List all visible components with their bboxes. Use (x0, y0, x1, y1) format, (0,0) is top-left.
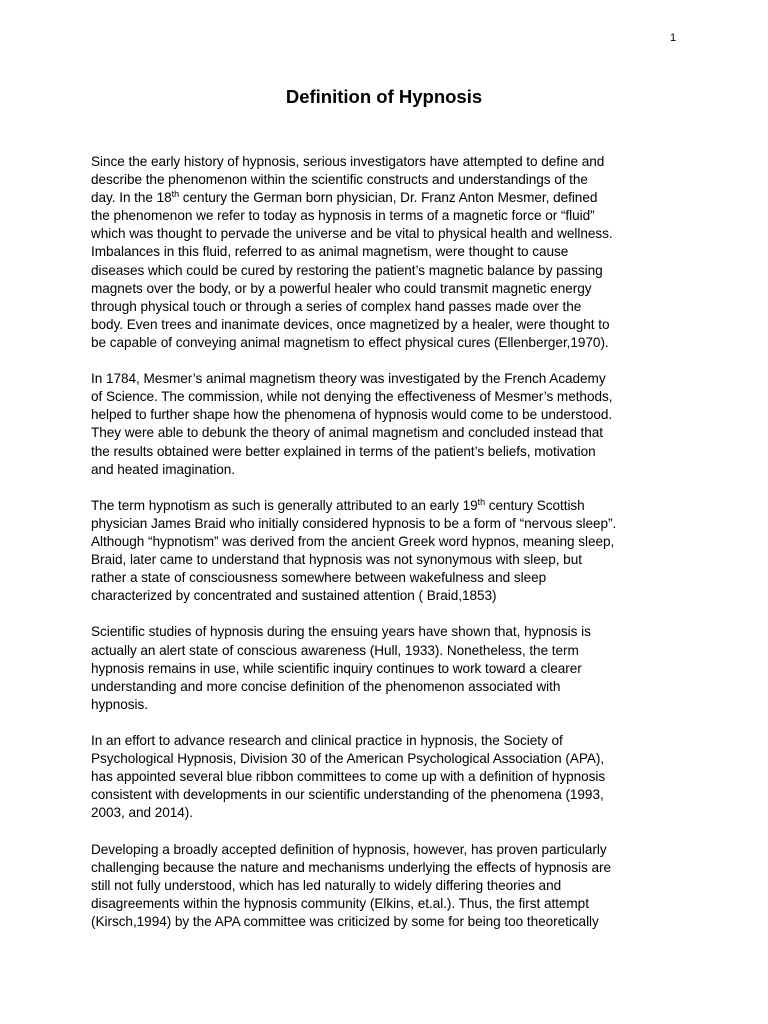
paragraph (91, 153, 676, 352)
text-line: Although “hypnotism” was derived from the ancient Greek word hypnos, meaning sleep, (91, 533, 615, 549)
paragraph (91, 623, 676, 713)
text-line: characterized by concentrated and sustained attention ( Braid,1853) (91, 588, 497, 604)
ordinal-superscript: th (171, 189, 180, 200)
paragraph (91, 370, 676, 479)
text-line (91, 497, 676, 515)
text-line: of Science. The commission, while not denying the effectiveness of Mesmer’s methods, (91, 389, 613, 405)
ordinal-superscript: th (477, 496, 486, 507)
text-line: still not fully understood, which has led naturally to widely differing theories and (91, 877, 562, 893)
text-line: consistent with developments in our scientific understanding of the phenomena (1993, (91, 787, 604, 803)
text-line: body. Even trees and inanimate devices, once magnetized by a healer, were thought to (91, 316, 610, 332)
paragraph (91, 732, 676, 822)
text-line: be capable of conveying animal magnetism to effect physical cures (Ellenberger,1970). (91, 334, 609, 350)
document-title: Definition of Hypnosis (285, 86, 483, 107)
text-line: diseases which could be cured by restoring the patient’s magnetic balance by passing (91, 262, 603, 278)
text-line: through physical touch or through a series of complex hand passes made over the (91, 298, 582, 314)
text-line: Imbalances in this fluid, referred to as animal magnetism, were thought to cause (91, 244, 569, 260)
text-line: challenging because the nature and mechanisms underlying the effects of hypnosis are (91, 859, 611, 875)
text-line: describe the phenomenon within the scientific constructs and understandings of the (91, 172, 588, 188)
text-line (91, 189, 676, 207)
text-line: hypnosis. (91, 696, 148, 712)
text-line: disagreements within the hypnosis community (Elkins, et.al.). Thus, the first attempt (91, 895, 589, 911)
text-line: In 1784, Mesmer’s animal magnetism theory was investigated by the French Academy (91, 371, 606, 387)
text-line: helped to further shape how the phenomena of hypnosis would come to be understood. (91, 407, 613, 423)
text-line: hypnosis remains in use, while scientific inquiry continues to work toward a clearer (91, 660, 582, 676)
text-line: magnets over the body, or by a powerful healer who could transmit magnetic energy (91, 280, 592, 296)
text-line: (Kirsch,1994) by the APA committee was criticized by some for being too theoretically (91, 913, 599, 929)
text-line: Braid, later came to understand that hypnosis was not synonymous with sleep, but (91, 552, 582, 568)
text-segment: century Scottish (485, 497, 585, 513)
text-line: understanding and more concise definition of the phenomenon associated with (91, 678, 561, 694)
document-body (91, 153, 676, 949)
text-line: Since the early history of hypnosis, serious investigators have attempted to define and (91, 154, 605, 169)
text-line: physician James Braid who initially considered hypnosis to be a form of “nervous sleep”. (91, 515, 617, 531)
paragraph (91, 841, 676, 931)
text-line: rather a state of consciousness somewhere between wakefulness and sleep (91, 570, 547, 586)
text-line: and heated imagination. (91, 461, 235, 477)
paragraph (91, 497, 676, 606)
text-line: the results obtained were better explained in terms of the patient’s beliefs, motivation (91, 443, 596, 459)
text-line: which was thought to pervade the universe and be vital to physical health and wellness. (91, 226, 613, 242)
text-line: actually an alert state of conscious awareness (Hull, 1933). Nonetheless, the term (91, 642, 579, 658)
text-line: 2003, and 2014). (91, 805, 193, 821)
text-segment: The term hypnotism as such is generally attributed to an early 19 (91, 497, 478, 513)
text-line: Developing a broadly accepted definition of hypnosis, however, has proven particularly (91, 841, 607, 857)
text-segment: century the German born physician, Dr. Franz Anton Mesmer, defined (179, 190, 598, 206)
text-line: the phenomenon we refer to today as hypnosis in terms of a magnetic force or “fluid” (91, 208, 595, 224)
page-number: 1 (670, 32, 677, 44)
text-segment: day. In the 18 (91, 190, 172, 206)
text-line: Psychological Hypnosis, Division 30 of the American Psychological Association (APA), (91, 751, 605, 767)
text-line: has appointed several blue ribbon committees to come up with a definition of hypnosis (91, 769, 606, 785)
text-line: Scientific studies of hypnosis during the ensuing years have shown that, hypnosis is (91, 624, 591, 640)
text-line: In an effort to advance research and clinical practice in hypnosis, the Society of (91, 733, 563, 748)
text-line: They were able to debunk the theory of animal magnetism and concluded instead that (91, 425, 604, 441)
